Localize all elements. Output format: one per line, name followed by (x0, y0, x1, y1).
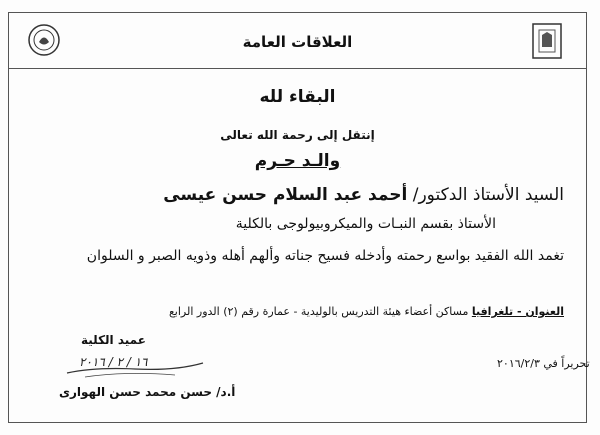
faculty-emblem-logo (530, 21, 564, 61)
address-label: العنوان - تلغرافيا (471, 305, 564, 318)
position-line: الأستاذ بقسم النبـات والميكروبيولوجى بالكلية (235, 216, 496, 232)
address-value: مساكن أعضاء هيئة التدريس بالوليدية - عمارة رقم (٢) الدور الرابع (168, 305, 469, 318)
issue-date: تحريراً في ٢٠١٦/٢/٣ (497, 357, 590, 370)
address-line (169, 305, 564, 318)
document-frame (8, 12, 590, 423)
dean-label: عميد الكلية (81, 333, 146, 347)
condolence-line: تغمد الله الفقيد بواسع رحمته وأدخله فسيح جناته وألهم أهله وذويه الصبر و السلوان (86, 248, 564, 264)
handwritten-date: ١٦ / ٢ / ٢٠١٦ (79, 355, 148, 369)
name-line (163, 185, 564, 205)
header-title: العلاقات العامة (242, 33, 353, 51)
relation-line: والـد حـرم (254, 151, 341, 171)
name-prefix: السيد الأستاذ الدكتور/ (412, 185, 564, 205)
deceased-relative-name: أحمد عبد السلام حسن عيسى (163, 185, 408, 205)
dean-name: أ.د/ حسن محمد حسن الهوارى (59, 385, 236, 399)
signature (65, 349, 205, 379)
passed-away-line: إنتقل إلى رحمة الله تعالى (220, 128, 375, 142)
heading: البقاء لله (259, 87, 336, 107)
header (9, 13, 586, 69)
